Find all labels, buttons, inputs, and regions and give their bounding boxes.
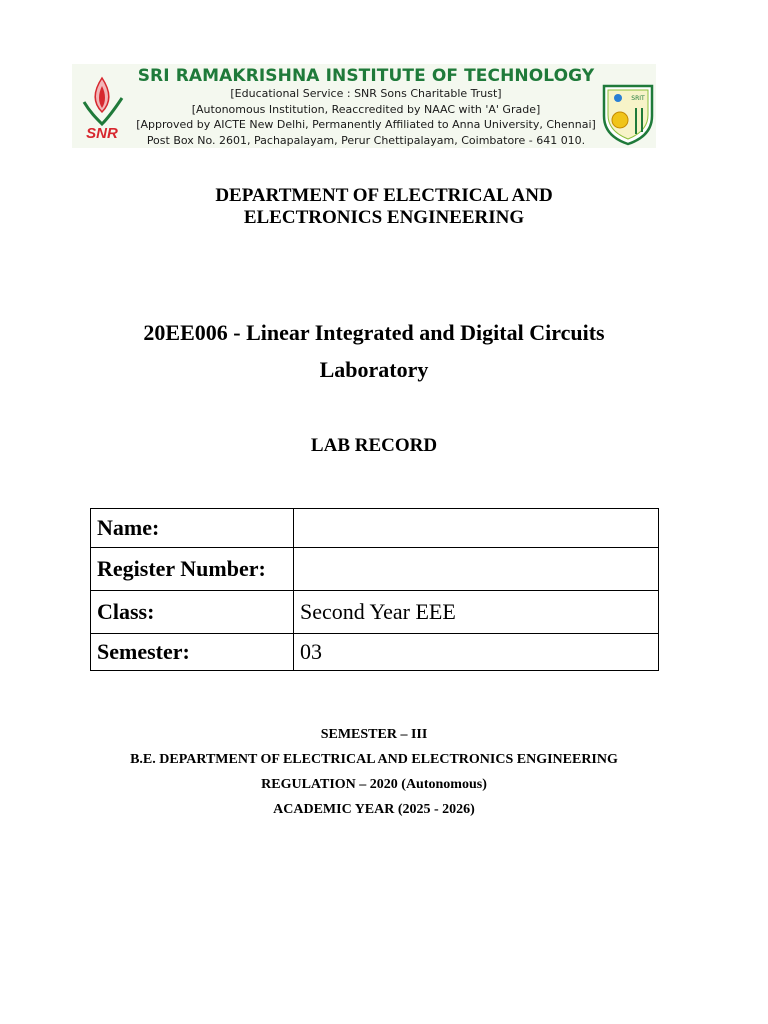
regulation-line: REGULATION – 2020 (Autonomous) <box>261 777 487 792</box>
course-line-1: 20EE006 - Linear Integrated and Digital Circuits <box>143 320 605 345</box>
department-line-1: DEPARTMENT OF ELECTRICAL AND <box>215 185 553 206</box>
srit-emblem-icon <box>600 82 656 146</box>
srit-emblem-text: SRIT <box>631 95 645 102</box>
name-value <box>294 509 659 548</box>
institution-name: SRI RAMAKRISHNA INSTITUTE OF TECHNOLOGY <box>137 66 595 86</box>
table-row <box>91 509 659 548</box>
program-details <box>0 722 748 822</box>
affiliation-line: [Approved by AICTE New Delhi, Permanently Affiliated to Anna University, Chennai] <box>136 118 596 131</box>
semester-value: 03 <box>294 634 659 671</box>
table-row <box>91 634 659 671</box>
class-value: Second Year EEE <box>294 591 659 634</box>
degree-line: B.E. DEPARTMENT OF ELECTRICAL AND ELECTRONICS ENGINEERING <box>130 752 618 767</box>
semester-line: SEMESTER – III <box>320 727 428 742</box>
accreditation-line: [Autonomous Institution, Reaccredited by NAAC with 'A' Grade] <box>191 102 541 116</box>
academic-year-line: ACADEMIC YEAR (2025 - 2026) <box>273 802 475 817</box>
record-title: LAB RECORD <box>310 435 438 456</box>
register-number-value <box>294 548 659 591</box>
semester-label: Semester: <box>91 634 294 671</box>
snr-logo-icon <box>74 72 130 148</box>
banner-text <box>134 64 598 148</box>
department-line-2: ELECTRONICS ENGINEERING <box>243 207 525 228</box>
trust-line: [Educational Service : SNR Sons Charitable Trust] <box>230 87 502 100</box>
department-title <box>0 185 768 229</box>
table-row <box>91 548 659 591</box>
address-line: Post Box No. 2601, Pachapalayam, Perur Chettipalayam, Coimbatore - 641 010. <box>146 133 586 147</box>
table-row <box>91 591 659 634</box>
course-title <box>100 314 648 388</box>
course-line-2: Laboratory <box>319 357 429 382</box>
institution-banner <box>72 64 656 148</box>
student-info-table <box>90 508 659 671</box>
class-label: Class: <box>91 591 294 634</box>
snr-logo-text: SNR <box>86 125 118 142</box>
register-number-label: Register Number: <box>91 548 294 591</box>
name-label: Name: <box>91 509 294 548</box>
